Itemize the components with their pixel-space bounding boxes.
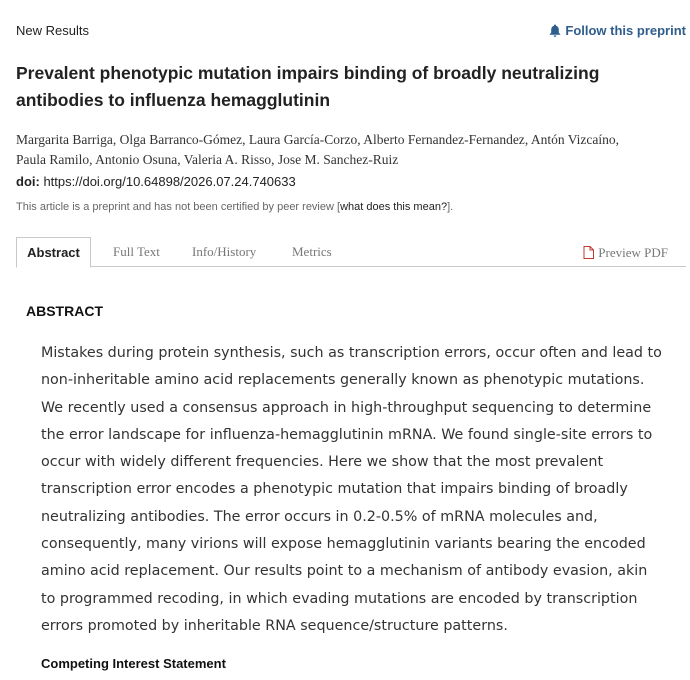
what-does-this-mean-link[interactable]: what does this mean? [340, 201, 448, 213]
competing-interest-heading: Competing Interest Statement [41, 656, 226, 671]
article-status: New Results [16, 23, 89, 38]
author-link[interactable]: Antón Vizcaíno [530, 132, 616, 147]
preview-pdf-label: Preview PDF [598, 244, 668, 260]
author-link[interactable]: Jose M. Sanchez-Ruiz [277, 152, 399, 167]
tab-info-history[interactable]: Info/History [192, 244, 257, 259]
author-list: Margarita Barriga, Olga Barranco-Gómez, Laura García-Corzo, Alberto Fernandez-Fernandez, Antón Vizcaíno, Paula Ramilo, Antonio Osuna, Valeria A. Risso, Jose M. Sanchez-Ruiz [16, 132, 619, 167]
follow-preprint-label: Follow this preprint [565, 23, 686, 38]
doi-label: doi: [16, 174, 40, 189]
top-bar [16, 23, 686, 41]
follow-preprint-button[interactable] [549, 23, 686, 38]
author-link[interactable]: Laura García-Corzo [248, 132, 358, 147]
author-link[interactable]: Antonio Osuna [95, 152, 178, 167]
author-link[interactable]: Paula Ramilo [16, 152, 90, 167]
abstract-text: Mistakes during protein synthesis, such as transcription errors, occur often and lead to non-inheritable amino acid replacements generally known as phenotypic mutations. We recently used a consensus approach in high-throughput sequencing to determine the error landscape for influenza-hemagglutinin mRNA. We found single-site errors to occur with widely different frequencies. Here we show that the most prevalent transcription error encodes a phenotypic mutation that impairs binding of broadly neutralizing antibodies. The error occurs in 0.2-0.5% of mRNA molecules and, consequently, many virions will expose hemagglutinin variants bearing the encoded amino acid replacement. Our results point to a mechanism of antibody evasion, akin to programmed recoding, in which evading mutations are encoded by transcription errors promoted by inheritable RNA sequence/structure patterns. [41, 345, 662, 634]
preview-pdf-button[interactable] [583, 237, 668, 267]
preprint-disclaimer [16, 201, 453, 213]
author-link[interactable]: Margarita Barriga [16, 132, 113, 147]
article-tabs [16, 237, 686, 267]
abstract-heading: ABSTRACT [26, 303, 103, 319]
pdf-file-icon [583, 246, 594, 259]
author-link[interactable]: Olga Barranco-Gómez [119, 132, 243, 147]
bell-icon [549, 24, 561, 37]
tab-full-text[interactable]: Full Text [113, 244, 160, 259]
author-link[interactable]: Alberto Fernandez-Fernandez [363, 132, 525, 147]
article-title: Prevalent phenotypic mutation impairs binding of broadly neutralizing antibodies to influenza hemagglutinin [16, 63, 600, 110]
doi-line [16, 174, 296, 189]
disclaimer-text: This article is a preprint and has not been certified by peer review [ [16, 201, 341, 213]
doi-link[interactable]: https://doi.org/10.64898/2026.07.24.740633 [43, 174, 296, 189]
author-link[interactable]: Valeria A. Risso [183, 152, 272, 167]
tab-abstract[interactable]: Abstract [16, 237, 91, 268]
tab-metrics[interactable]: Metrics [292, 244, 332, 259]
disclaimer-end: ]. [447, 201, 454, 213]
